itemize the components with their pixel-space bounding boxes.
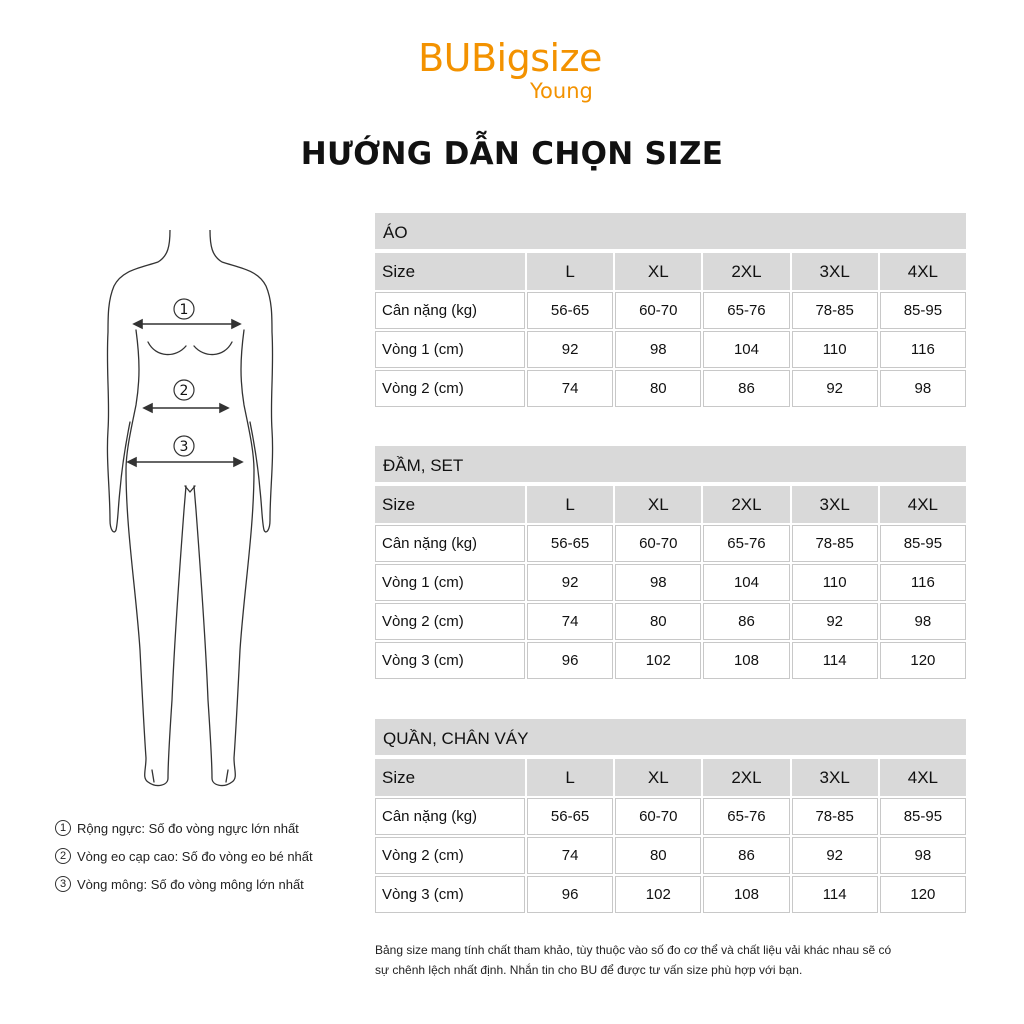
table-cell: 86 [703,837,789,874]
header-cell: Size [375,486,525,523]
table-row [375,798,966,835]
legend-text: Rộng ngực: Số đo vòng ngực lớn nhất [77,820,299,836]
size-table-ao [375,213,966,409]
row-label: Vòng 2 (cm) [375,370,525,407]
table-cell: 65-76 [703,525,789,562]
table-header-row [375,759,966,796]
table-row [375,876,966,913]
marker-3-label: 3 [179,439,189,455]
table-row [375,370,966,407]
table-cell: 56-65 [527,798,613,835]
footnote-line: Bảng size mang tính chất tham khảo, tùy thuộc vào số đo cơ thể và chất liệu vải khác nhau sẽ có [375,943,892,957]
table-cell: 74 [527,603,613,640]
legend-item [55,870,313,898]
table-cell: 80 [615,603,701,640]
header-cell: L [527,253,613,290]
table-cell: 116 [880,331,966,368]
table-row [375,642,966,679]
table-cell: 85-95 [880,798,966,835]
table-cell: 86 [703,370,789,407]
brand-name: BUBigsize [418,36,602,80]
table-cell: 56-65 [527,525,613,562]
table-cell: 74 [527,837,613,874]
header-cell: XL [615,253,701,290]
header-cell: 2XL [703,486,789,523]
header-cell: 2XL [703,759,789,796]
table-cell: 104 [703,331,789,368]
table-cell: 80 [615,837,701,874]
table-cell: 120 [880,876,966,913]
table-heading: ÁO [375,213,966,249]
row-label: Cân nặng (kg) [375,525,525,562]
table-cell: 98 [615,331,701,368]
row-label: Vòng 3 (cm) [375,642,525,679]
size-table-dam-set [375,446,966,681]
marker-1-label: 1 [179,302,189,318]
table-header-row [375,486,966,523]
table-cell: 74 [527,370,613,407]
table-cell: 98 [615,564,701,601]
table-cell: 110 [792,564,878,601]
table-cell: 92 [792,370,878,407]
header-cell: Size [375,253,525,290]
table-cell: 78-85 [792,525,878,562]
table-cell: 104 [703,564,789,601]
row-label: Cân nặng (kg) [375,798,525,835]
legend-text: Vòng eo cạp cao: Số đo vòng eo bé nhất [77,848,313,864]
table-cell: 78-85 [792,798,878,835]
footnote [375,940,975,980]
brand-sub: Young [530,79,593,103]
table-cell: 98 [880,603,966,640]
header-cell: L [527,759,613,796]
legend-item [55,842,313,870]
table-cell: 114 [792,642,878,679]
table-cell: 108 [703,876,789,913]
row-label: Vòng 1 (cm) [375,564,525,601]
table-cell: 80 [615,370,701,407]
header-cell: XL [615,486,701,523]
table-cell: 92 [792,603,878,640]
header-cell: 4XL [880,759,966,796]
table-row [375,292,966,329]
table-cell: 92 [792,837,878,874]
header-cell: 2XL [703,253,789,290]
table-cell: 65-76 [703,798,789,835]
table-heading: ĐẦM, SET [375,446,966,482]
page-title: HƯỚNG DẪN CHỌN SIZE [300,136,724,172]
table-cell: 92 [527,331,613,368]
table-cell: 96 [527,642,613,679]
row-label: Cân nặng (kg) [375,292,525,329]
header-cell: 3XL [792,253,878,290]
header-cell: L [527,486,613,523]
table-header-row [375,253,966,290]
table-row [375,525,966,562]
table-cell: 110 [792,331,878,368]
table-cell: 56-65 [527,292,613,329]
legend-item [55,814,313,842]
table-cell: 96 [527,876,613,913]
table-row [375,603,966,640]
table-row [375,837,966,874]
table-cell: 92 [527,564,613,601]
footnote-line: sự chênh lệch nhất định. Nhắn tin cho BU để được tư vấn size phù hợp với bạn. [375,963,803,977]
measurement-legend [55,814,313,898]
table-cell: 78-85 [792,292,878,329]
table-cell: 86 [703,603,789,640]
header-cell: 3XL [792,759,878,796]
size-table [373,484,968,681]
table-cell: 108 [703,642,789,679]
row-label: Vòng 1 (cm) [375,331,525,368]
body-figure-illustration [96,230,286,800]
row-label: Vòng 3 (cm) [375,876,525,913]
header-cell: XL [615,759,701,796]
row-label: Vòng 2 (cm) [375,603,525,640]
table-cell: 98 [880,837,966,874]
size-table-quan-chan-vay [375,719,966,915]
header-cell: 3XL [792,486,878,523]
size-table [373,251,968,409]
table-cell: 120 [880,642,966,679]
table-heading: QUẦN, CHÂN VÁY [375,719,966,755]
header-cell: Size [375,759,525,796]
table-cell: 102 [615,876,701,913]
row-label: Vòng 2 (cm) [375,837,525,874]
table-cell: 102 [615,642,701,679]
legend-number: 3 [55,876,71,892]
table-cell: 60-70 [615,292,701,329]
table-cell: 85-95 [880,525,966,562]
legend-number: 2 [55,848,71,864]
marker-2-label: 2 [179,383,189,399]
table-cell: 60-70 [615,525,701,562]
table-row [375,331,966,368]
table-cell: 114 [792,876,878,913]
table-cell: 65-76 [703,292,789,329]
size-table [373,757,968,915]
table-cell: 85-95 [880,292,966,329]
table-cell: 116 [880,564,966,601]
table-cell: 98 [880,370,966,407]
header-cell: 4XL [880,253,966,290]
brand-logo [0,38,1024,78]
table-row [375,564,966,601]
table-cell: 60-70 [615,798,701,835]
legend-text: Vòng mông: Số đo vòng mông lớn nhất [77,876,304,892]
legend-number: 1 [55,820,71,836]
header-cell: 4XL [880,486,966,523]
